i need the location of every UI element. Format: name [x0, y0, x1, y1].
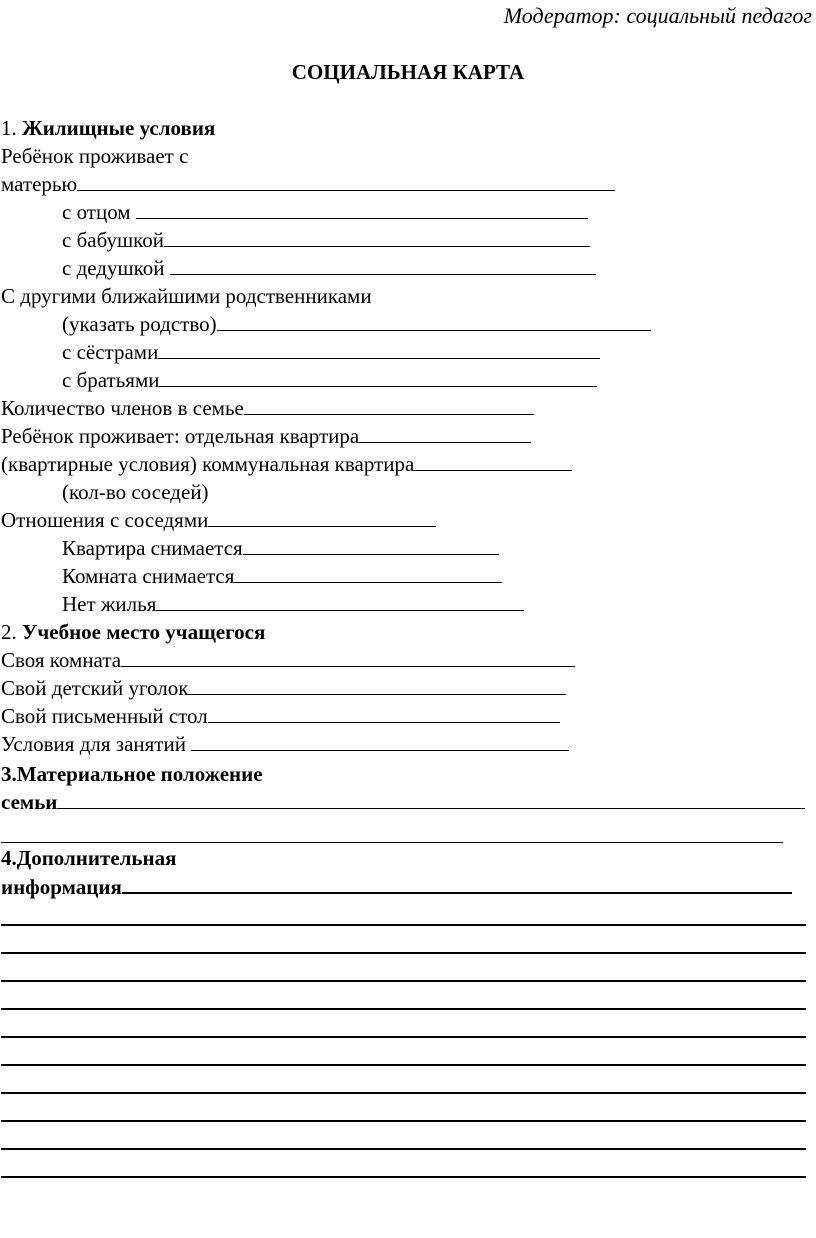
- apartment-rented-row: [62, 534, 499, 562]
- room-rented-field[interactable]: [234, 562, 502, 583]
- section-2-heading: [1, 618, 265, 646]
- grandmother-field[interactable]: [164, 226, 590, 247]
- apartment-rented-field[interactable]: [243, 534, 499, 555]
- mother-row: [1, 170, 615, 198]
- father-field[interactable]: [136, 198, 588, 219]
- grandmother-row: [62, 226, 590, 254]
- lives-with-label: Ребёнок проживает с: [1, 144, 189, 168]
- section-2-number: 2.: [1, 620, 17, 644]
- additional-info-line[interactable]: [1, 952, 806, 954]
- own-room-label: Своя комната: [1, 648, 122, 672]
- section-3-title: 3.Материальное положение: [1, 762, 263, 786]
- grandmother-label: с бабушкой: [62, 228, 165, 252]
- family-finances-extra-line[interactable]: [1, 842, 783, 843]
- separate-apartment-row: [1, 422, 531, 450]
- family-finances-row: [1, 788, 805, 816]
- additional-info-line[interactable]: [1, 924, 806, 926]
- additional-info-line[interactable]: [1, 1176, 806, 1178]
- communal-apartment-row: [1, 450, 572, 478]
- relation-field[interactable]: [217, 310, 651, 331]
- own-desk-field[interactable]: [208, 702, 560, 723]
- separate-apartment-field[interactable]: [359, 422, 531, 443]
- other-relatives-label: С другими ближайшими родственниками: [1, 284, 372, 308]
- sisters-label: с сёстрами: [62, 340, 159, 364]
- moderator-label: Модератор: социальный педагог: [503, 3, 812, 28]
- father-label: с отцом: [62, 200, 131, 224]
- brothers-field[interactable]: [159, 366, 597, 387]
- section-1-title: Жилищные условия: [22, 116, 216, 140]
- study-conditions-label: Условия для занятий: [1, 732, 186, 756]
- family-count-row: [1, 394, 534, 422]
- own-desk-label: Свой письменный стол: [1, 704, 208, 728]
- section-3-title-cont: семьи: [1, 790, 58, 814]
- room-rented-label: Комната снимается: [62, 564, 235, 588]
- own-room-row: [1, 646, 575, 674]
- mother-label: матерью: [1, 172, 78, 196]
- own-desk-row: [1, 702, 560, 730]
- neighbors-count-label: (кол-во соседей): [62, 480, 209, 504]
- additional-info-line[interactable]: [1, 1008, 806, 1010]
- father-row: [62, 198, 588, 226]
- no-housing-label: Нет жилья: [62, 592, 157, 616]
- grandfather-label: с дедушкой: [62, 256, 165, 280]
- study-conditions-field[interactable]: [191, 730, 569, 751]
- section-1-heading: [1, 114, 215, 142]
- neighbor-relations-label: Отношения с соседями: [1, 508, 209, 532]
- section-4-title: 4.Дополнительная: [1, 846, 177, 870]
- neighbor-relations-row: [1, 506, 436, 534]
- own-room-field[interactable]: [121, 646, 575, 667]
- page-title: СОЦИАЛЬНАЯ КАРТА: [291, 60, 525, 84]
- sisters-row: [62, 338, 600, 366]
- family-count-label: Количество членов в семье: [1, 396, 244, 420]
- brothers-row: [62, 366, 597, 394]
- sisters-field[interactable]: [158, 338, 600, 359]
- no-housing-row: [62, 590, 524, 618]
- additional-info-line[interactable]: [1, 1064, 806, 1066]
- family-finances-field[interactable]: [57, 788, 805, 809]
- additional-info-line[interactable]: [1, 1148, 806, 1150]
- own-corner-row: [1, 674, 566, 702]
- additional-info-field[interactable]: [122, 872, 792, 894]
- own-corner-field[interactable]: [188, 674, 566, 695]
- separate-apartment-label: Ребёнок проживает: отдельная квартира: [1, 424, 360, 448]
- additional-info-line[interactable]: [1, 980, 806, 982]
- grandfather-row: [62, 254, 596, 282]
- study-conditions-row: [1, 730, 569, 758]
- room-rented-row: [62, 562, 502, 590]
- no-housing-field[interactable]: [156, 590, 524, 611]
- additional-info-line[interactable]: [1, 1036, 806, 1038]
- relation-row: [62, 310, 651, 338]
- additional-info-row: [1, 872, 792, 900]
- additional-info-line[interactable]: [1, 1092, 806, 1094]
- grandfather-field[interactable]: [170, 254, 596, 275]
- section-4-title-cont: информация: [1, 875, 122, 899]
- communal-apartment-field[interactable]: [414, 450, 572, 471]
- apartment-rented-label: Квартира снимается: [62, 536, 243, 560]
- family-count-field[interactable]: [244, 394, 534, 415]
- own-corner-label: Свой детский уголок: [1, 676, 189, 700]
- neighbor-relations-field[interactable]: [208, 506, 436, 527]
- communal-apartment-label: (квартирные условия) коммунальная квартира: [1, 452, 415, 476]
- mother-field[interactable]: [77, 170, 615, 191]
- additional-info-line[interactable]: [1, 1120, 806, 1122]
- brothers-label: с братьями: [62, 368, 160, 392]
- section-1-number: 1.: [1, 116, 17, 140]
- section-2-title: Учебное место учащегося: [22, 620, 266, 644]
- relation-label: (указать родство): [62, 312, 217, 336]
